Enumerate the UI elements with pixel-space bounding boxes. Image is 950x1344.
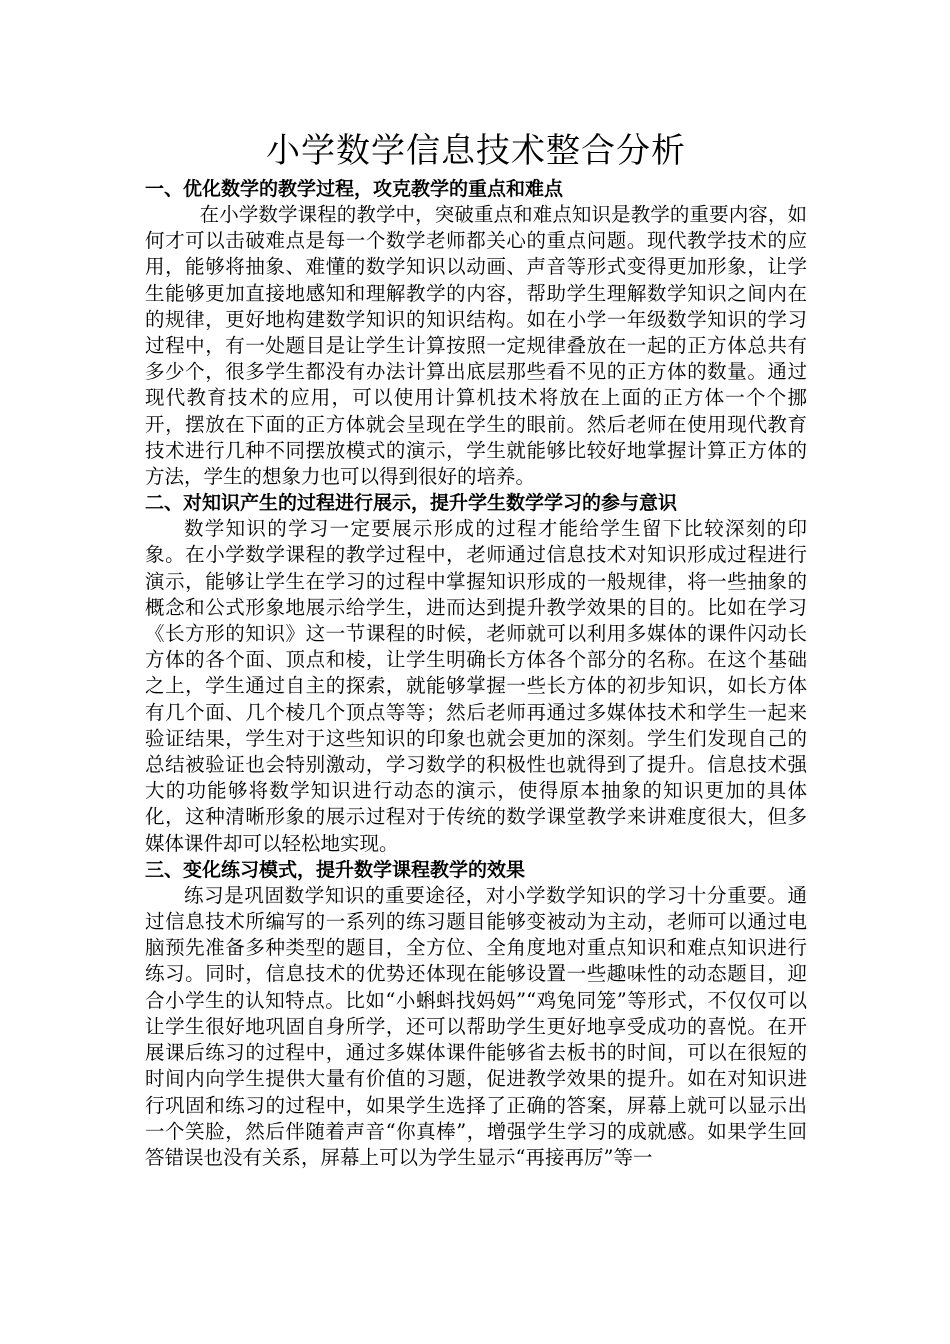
section-paragraph-1: 在小学数学课程的教学中，突破重点和难点知识是教学的重要内容，如何才可以击破难点是每一个数学老师都关心的重点问题。现代教学技术的应用，能够将抽象、难懂的数学知识以动画、声音等形式变得更加形象，让学生能够更加直接地感知和理解教学的内容，帮助学生理解数学知识之间内在的规律，更好地构建数学知识的知识结构。如在小学一年级数学知识的学习过程中，有一处题目是让学生计算按照一定规律叠放在一起的正方体总共有多少个，很多学生都没有办法计算出底层那些看不见的正方体的数量。通过现代教育技术的应用，可以使用计算机技术将放在上面的正方体一个个挪开，摆放在下面的正方体就会呈现在学生的眼前。然后老师在使用现代教育技术进行几种不同摆放模式的演示，学生就能够比较好地掌握计算正方体的方法，学生的想象力也可以得到很好的培养。 — [145, 203, 807, 489]
section-paragraph-3: 练习是巩固数学知识的重要途径，对小学数学知识的学习十分重要。通过信息技术所编写的一系列的练习题目能够变被动为主动，老师可以通过电脑预先准备多种类型的题目，全方位、全角度地对重点知识和难点知识进行练习。同时，信息技术的优势还体现在能够设置一些趣味性的动态题目，迎合小学生的认知特点。比如“小蝌蚪找妈妈”“鸡兔同笼”等形式，不仅仅可以让学生很好地巩固自身所学，还可以帮助学生更好地享受成功的喜悦。在开展课后练习的过程中，通过多媒体课件能够省去板书的时间，可以在很短的时间内向学生提供大量有价值的习题，促进教学效果的提升。如在对知识进行巩固和练习的过程中，如果学生选择了正确的答案，屏幕上就可以显示出一个笑脸，然后伴随着声音“你真棒”，增强学生学习的成就感。如果学生回答错误也没有关系，屏幕上可以为学生显示“再接再厉”等一 — [145, 883, 807, 1169]
document-content — [145, 126, 807, 1171]
section-paragraph-2: 数学知识的学习一定要展示形成的过程才能给学生留下比较深刻的印象。在小学数学课程的教学过程中，老师通过信息技术对知识形成过程进行演示，能够让学生在学习的过程中掌握知识形成的一般规律，将一些抽象的概念和公式形象地展示给学生，进而达到提升教学效果的目的。比如在学习《长方形的知识》这一节课程的时候，老师就可以利用多媒体的课件闪动长方体的各个面、顶点和棱，让学生明确长方体各个部分的名称。在这个基础之上，学生通过自主的探索，就能够掌握一些长方体的初步知识，如长方体有几个面、几个棱几个顶点等等；然后老师再通过多媒体技术和学生一起来验证结果，学生对于这些知识的印象也就会更加的深刻。学生们发现自己的总结被验证也会特别激动，学习数学的积极性也就得到了提升。信息技术强大的功能够将数学知识进行动态的演示，使得原本抽象的知识更加的具体化，这种清晰形象的展示过程对于传统的数学课堂教学来讲难度很大，但多媒体课件却可以轻松地实现。 — [145, 517, 807, 855]
section-heading-2: 二、对知识产生的过程进行展示，提升学生数学学习的参与意识 — [145, 492, 678, 515]
section-heading-3: 三、变化练习模式，提升数学课程教学的效果 — [145, 858, 526, 881]
section-heading-1: 一、优化数学的教学过程，攻克教学的重点和难点 — [145, 178, 564, 200]
document-title: 小学数学信息技术整合分析 — [266, 131, 686, 171]
